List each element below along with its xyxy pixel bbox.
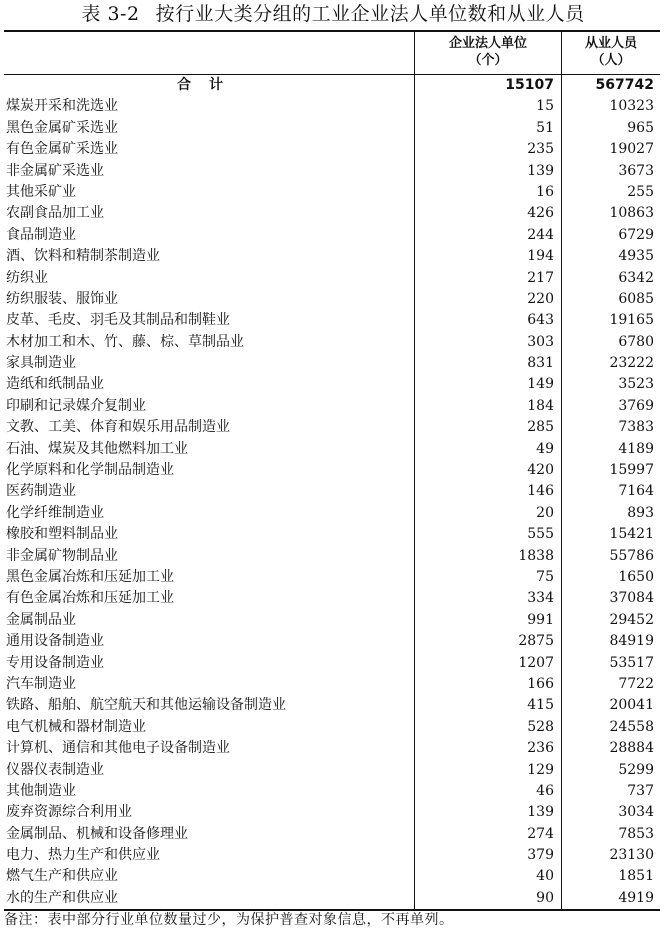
employee-count: 4919 bbox=[618, 889, 654, 906]
employee-count: 23130 bbox=[609, 847, 654, 864]
table-row bbox=[4, 417, 660, 438]
employee-count: 6780 bbox=[618, 333, 654, 350]
employee-count: 10323 bbox=[609, 98, 654, 115]
employee-count: 23222 bbox=[609, 355, 654, 372]
units-count: 75 bbox=[536, 568, 554, 585]
units-count: 991 bbox=[527, 611, 554, 628]
industry-name: 通用设备制造业 bbox=[6, 633, 104, 650]
table-row bbox=[4, 396, 660, 417]
units-count: 831 bbox=[527, 355, 554, 372]
industry-name: 家具制造业 bbox=[6, 355, 76, 372]
table-row bbox=[4, 524, 660, 545]
industry-name: 黑色金属矿采选业 bbox=[6, 119, 118, 136]
employee-count: 1650 bbox=[618, 568, 654, 585]
employee-count: 19027 bbox=[609, 141, 654, 158]
employee-count: 6342 bbox=[618, 269, 654, 286]
industry-name: 有色金属矿采选业 bbox=[6, 141, 118, 158]
units-count: 379 bbox=[527, 847, 554, 864]
industry-name: 橡胶和塑料制品业 bbox=[6, 526, 118, 543]
industry-name: 仪器仪表制造业 bbox=[6, 761, 104, 778]
table-row bbox=[4, 96, 660, 117]
units-count: 146 bbox=[527, 483, 554, 500]
units-count: 274 bbox=[527, 825, 554, 842]
industry-name: 皮革、毛皮、羽毛及其制品和制鞋业 bbox=[6, 312, 230, 329]
units-count: 420 bbox=[527, 462, 554, 479]
industry-name: 酒、饮料和精制茶制造业 bbox=[6, 248, 160, 265]
employee-count: 6729 bbox=[618, 226, 654, 243]
units-count: 149 bbox=[527, 376, 554, 393]
industry-name: 化学原料和化学制品制造业 bbox=[6, 462, 174, 479]
employee-count: 37084 bbox=[609, 590, 654, 607]
table-row bbox=[4, 289, 660, 310]
industry-name: 木材加工和木、竹、藤、棕、草制品业 bbox=[6, 333, 244, 350]
table-row bbox=[4, 802, 660, 823]
industry-name: 文教、工美、体育和娱乐用品制造业 bbox=[6, 419, 230, 436]
total-row bbox=[4, 75, 660, 96]
table-row bbox=[4, 439, 660, 460]
table-row bbox=[4, 546, 660, 567]
units-count: 285 bbox=[527, 419, 554, 436]
units-count: 129 bbox=[527, 761, 554, 778]
industry-name: 计算机、通信和其他电子设备制造业 bbox=[6, 740, 230, 757]
units-count: 46 bbox=[536, 782, 554, 799]
table-row bbox=[4, 888, 660, 909]
units-count: 220 bbox=[527, 290, 554, 307]
table-body bbox=[4, 96, 660, 909]
industry-name: 纺织业 bbox=[6, 269, 48, 286]
table-title-text: 按行业大类分组的工业企业法人单位数和从业人员 bbox=[155, 3, 585, 25]
table-row bbox=[4, 610, 660, 631]
employee-count: 3034 bbox=[618, 804, 654, 821]
header-employees-label: 从业人员 bbox=[584, 36, 637, 51]
header-units bbox=[414, 32, 561, 74]
header-units-label: 企业法人单位 bbox=[448, 36, 527, 51]
employee-count: 737 bbox=[627, 782, 654, 799]
units-count: 217 bbox=[527, 269, 554, 286]
industry-name: 金属制品、机械和设备修理业 bbox=[6, 825, 188, 842]
table-number: 表 3-2 bbox=[81, 3, 140, 25]
employee-count: 6085 bbox=[618, 290, 654, 307]
employee-count: 15997 bbox=[609, 462, 654, 479]
units-count: 90 bbox=[536, 889, 554, 906]
units-count: 20 bbox=[536, 504, 554, 521]
employee-count: 5299 bbox=[618, 761, 654, 778]
header-employees bbox=[561, 32, 660, 74]
employee-count: 3673 bbox=[618, 162, 654, 179]
industry-name: 有色金属冶炼和压延加工业 bbox=[6, 590, 174, 607]
table-row bbox=[4, 268, 660, 289]
employee-count: 965 bbox=[627, 119, 654, 136]
industry-name: 煤炭开采和洗选业 bbox=[6, 98, 118, 115]
units-count: 1838 bbox=[518, 547, 554, 564]
units-count: 1207 bbox=[518, 654, 554, 671]
table-row bbox=[4, 760, 660, 781]
table-row bbox=[4, 717, 660, 738]
industry-name: 电气机械和器材制造业 bbox=[6, 718, 146, 735]
industry-name: 黑色金属冶炼和压延加工业 bbox=[6, 568, 174, 585]
units-count: 16 bbox=[536, 183, 554, 200]
employee-count: 4935 bbox=[618, 248, 654, 265]
industry-name: 纺织服装、服饰业 bbox=[6, 290, 118, 307]
units-count: 244 bbox=[527, 226, 554, 243]
table-row bbox=[4, 182, 660, 203]
header-units-unit: （个） bbox=[468, 53, 508, 68]
industry-name: 造纸和纸制品业 bbox=[6, 376, 104, 393]
industry-name: 金属制品业 bbox=[6, 611, 76, 628]
table-row bbox=[4, 353, 660, 374]
units-count: 303 bbox=[527, 333, 554, 350]
table-title bbox=[0, 2, 666, 26]
industry-name: 电力、热力生产和供应业 bbox=[6, 847, 160, 864]
industry-name: 非金属矿采选业 bbox=[6, 162, 104, 179]
employee-count: 20041 bbox=[609, 697, 654, 714]
table-row bbox=[4, 503, 660, 524]
employee-count: 28884 bbox=[609, 740, 654, 757]
industry-name: 石油、煤炭及其他燃料加工业 bbox=[6, 440, 188, 457]
employee-count: 3523 bbox=[618, 376, 654, 393]
employee-count: 19165 bbox=[609, 312, 654, 329]
employee-count: 29452 bbox=[609, 611, 654, 628]
industry-name: 印刷和记录媒介复制业 bbox=[6, 397, 146, 414]
table-row bbox=[4, 824, 660, 845]
units-count: 643 bbox=[527, 312, 554, 329]
table-row bbox=[4, 332, 660, 353]
table-row bbox=[4, 460, 660, 481]
units-count: 334 bbox=[527, 590, 554, 607]
table-row bbox=[4, 481, 660, 502]
employee-count: 7383 bbox=[618, 419, 654, 436]
table-row bbox=[4, 567, 660, 588]
table-row bbox=[4, 246, 660, 267]
employee-count: 255 bbox=[627, 183, 654, 200]
industry-name: 医药制造业 bbox=[6, 483, 76, 500]
table-header bbox=[4, 32, 660, 75]
employee-count: 24558 bbox=[609, 718, 654, 735]
employee-count: 15421 bbox=[609, 526, 654, 543]
table-row bbox=[4, 674, 660, 695]
table-row bbox=[4, 118, 660, 139]
total-label: 合计 bbox=[177, 77, 241, 93]
units-count: 415 bbox=[527, 697, 554, 714]
industry-name: 水的生产和供应业 bbox=[6, 889, 118, 906]
employee-count: 3769 bbox=[618, 397, 654, 414]
units-count: 40 bbox=[536, 868, 554, 885]
units-count: 51 bbox=[536, 119, 554, 136]
units-count: 166 bbox=[527, 675, 554, 692]
table-row bbox=[4, 845, 660, 866]
employee-count: 7853 bbox=[618, 825, 654, 842]
table-row bbox=[4, 225, 660, 246]
employee-count: 10863 bbox=[609, 205, 654, 222]
employee-count: 53517 bbox=[609, 654, 654, 671]
units-count: 555 bbox=[527, 526, 554, 543]
units-count: 49 bbox=[536, 440, 554, 457]
header-employees-unit: （人） bbox=[591, 53, 631, 68]
employee-count: 7164 bbox=[618, 483, 654, 500]
units-count: 139 bbox=[527, 162, 554, 179]
employee-count: 1851 bbox=[618, 868, 654, 885]
table-row bbox=[4, 866, 660, 887]
table-row bbox=[4, 139, 660, 160]
industry-name: 其他制造业 bbox=[6, 782, 76, 799]
units-count: 236 bbox=[527, 740, 554, 757]
table-row bbox=[4, 781, 660, 802]
units-count: 139 bbox=[527, 804, 554, 821]
table-row bbox=[4, 203, 660, 224]
units-count: 426 bbox=[527, 205, 554, 222]
units-count: 15 bbox=[536, 98, 554, 115]
employee-count: 84919 bbox=[609, 633, 654, 650]
units-count: 184 bbox=[527, 397, 554, 414]
total-units: 15107 bbox=[505, 77, 554, 93]
employee-count: 7722 bbox=[618, 675, 654, 692]
industry-name: 其他采矿业 bbox=[6, 183, 76, 200]
industry-name: 汽车制造业 bbox=[6, 675, 76, 692]
table-row bbox=[4, 374, 660, 395]
industry-name: 非金属矿物制品业 bbox=[6, 547, 118, 564]
employee-count: 55786 bbox=[609, 547, 654, 564]
industry-name: 化学纤维制造业 bbox=[6, 504, 104, 521]
industry-name: 铁路、船舶、航空航天和其他运输设备制造业 bbox=[6, 697, 286, 714]
table-row bbox=[4, 695, 660, 716]
industry-name: 废弃资源综合利用业 bbox=[6, 804, 132, 821]
industry-name: 农副食品加工业 bbox=[6, 205, 104, 222]
industry-name: 专用设备制造业 bbox=[6, 654, 104, 671]
industry-name: 燃气生产和供应业 bbox=[6, 868, 118, 885]
units-count: 235 bbox=[527, 141, 554, 158]
table-row bbox=[4, 588, 660, 609]
table-row bbox=[4, 653, 660, 674]
table-row bbox=[4, 738, 660, 759]
employee-count: 4189 bbox=[618, 440, 654, 457]
table-row bbox=[4, 161, 660, 182]
footnote: 备注：表中部分行业单位数量过少，为保护普查对象信息，不再单列。 bbox=[4, 912, 454, 928]
table-row bbox=[4, 310, 660, 331]
total-employees: 567742 bbox=[595, 77, 654, 93]
units-count: 2875 bbox=[518, 633, 554, 650]
industry-name: 食品制造业 bbox=[6, 226, 76, 243]
table-row bbox=[4, 631, 660, 652]
units-count: 528 bbox=[527, 718, 554, 735]
units-count: 194 bbox=[527, 248, 554, 265]
employee-count: 893 bbox=[627, 504, 654, 521]
statistics-table bbox=[4, 30, 660, 911]
